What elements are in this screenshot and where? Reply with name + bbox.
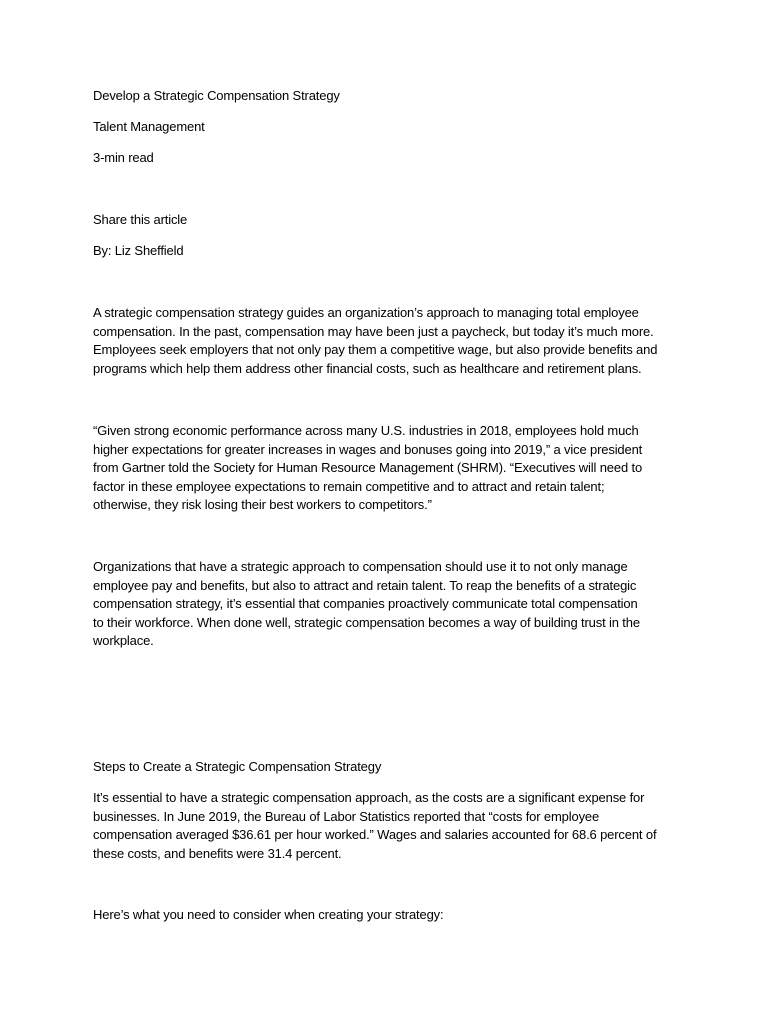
paragraph-line: higher expectations for greater increases in wages and bonuses going into 2019,” a vice president <box>93 441 643 457</box>
paragraph-line: these costs, and benefits were 31.4 percent. <box>93 845 342 861</box>
paragraph-organizations <box>93 558 640 651</box>
paragraph-line: factor in these employee expectations to remain competitive and to attract and retain talent; <box>93 478 605 494</box>
paragraph-line: compensation averaged $36.61 per hour worked.” Wages and salaries accounted for 68.6 percent of <box>93 827 657 843</box>
paragraph-line: from Gartner told the Society for Human Resource Management (SHRM). “Executives will need to <box>93 460 643 476</box>
read-time: 3-min read <box>93 150 154 165</box>
paragraph-line: Organizations that have a strategic approach to compensation should use it to not only manage <box>93 559 628 574</box>
section-heading: Steps to Create a Strategic Compensation Strategy <box>93 759 382 774</box>
paragraph-line: to their workforce. When done well, strategic compensation becomes a way of building trust in the <box>93 614 640 630</box>
share-article-text: Share this article <box>93 212 188 227</box>
article-category: Talent Management <box>93 119 205 134</box>
paragraph-line: A strategic compensation strategy guides an organization’s approach to managing total employee <box>93 305 639 320</box>
paragraph-line: otherwise, they risk losing their best workers to competitors.” <box>93 497 432 513</box>
paragraph-line: programs which help them address other financial costs, such as healthcare and retirement plans. <box>93 360 642 376</box>
paragraph-costs <box>93 789 656 863</box>
paragraph-line: compensation strategy, it’s essential that companies proactively communicate total compensation <box>93 596 638 612</box>
paragraph-line: Employees seek employers that not only pay them a competitive wage, but also provide benefits and <box>93 342 658 358</box>
paragraph-intro <box>93 304 657 378</box>
author-byline: By: Liz Sheffield <box>93 243 184 258</box>
article-title: Develop a Strategic Compensation Strategy <box>93 88 340 103</box>
paragraph-line: businesses. In June 2019, the Bureau of Labor Statistics reported that “costs for employee <box>93 808 600 824</box>
paragraph-consider: Here’s what you need to consider when creating your strategy: <box>93 907 444 922</box>
paragraph-line: workplace. <box>93 633 154 649</box>
paragraph-line: “Given strong economic performance across many U.S. industries in 2018, employees hold much <box>93 423 639 438</box>
paragraph-line: It’s essential to have a strategic compensation approach, as the costs are a significant expense for <box>93 790 645 805</box>
paragraph-line: employee pay and benefits, but also to attract and retain talent. To reap the benefits of a strategic <box>93 577 637 593</box>
paragraph-line: compensation. In the past, compensation may have been just a paycheck, but today it’s much more. <box>93 323 654 339</box>
paragraph-quote <box>93 422 642 515</box>
